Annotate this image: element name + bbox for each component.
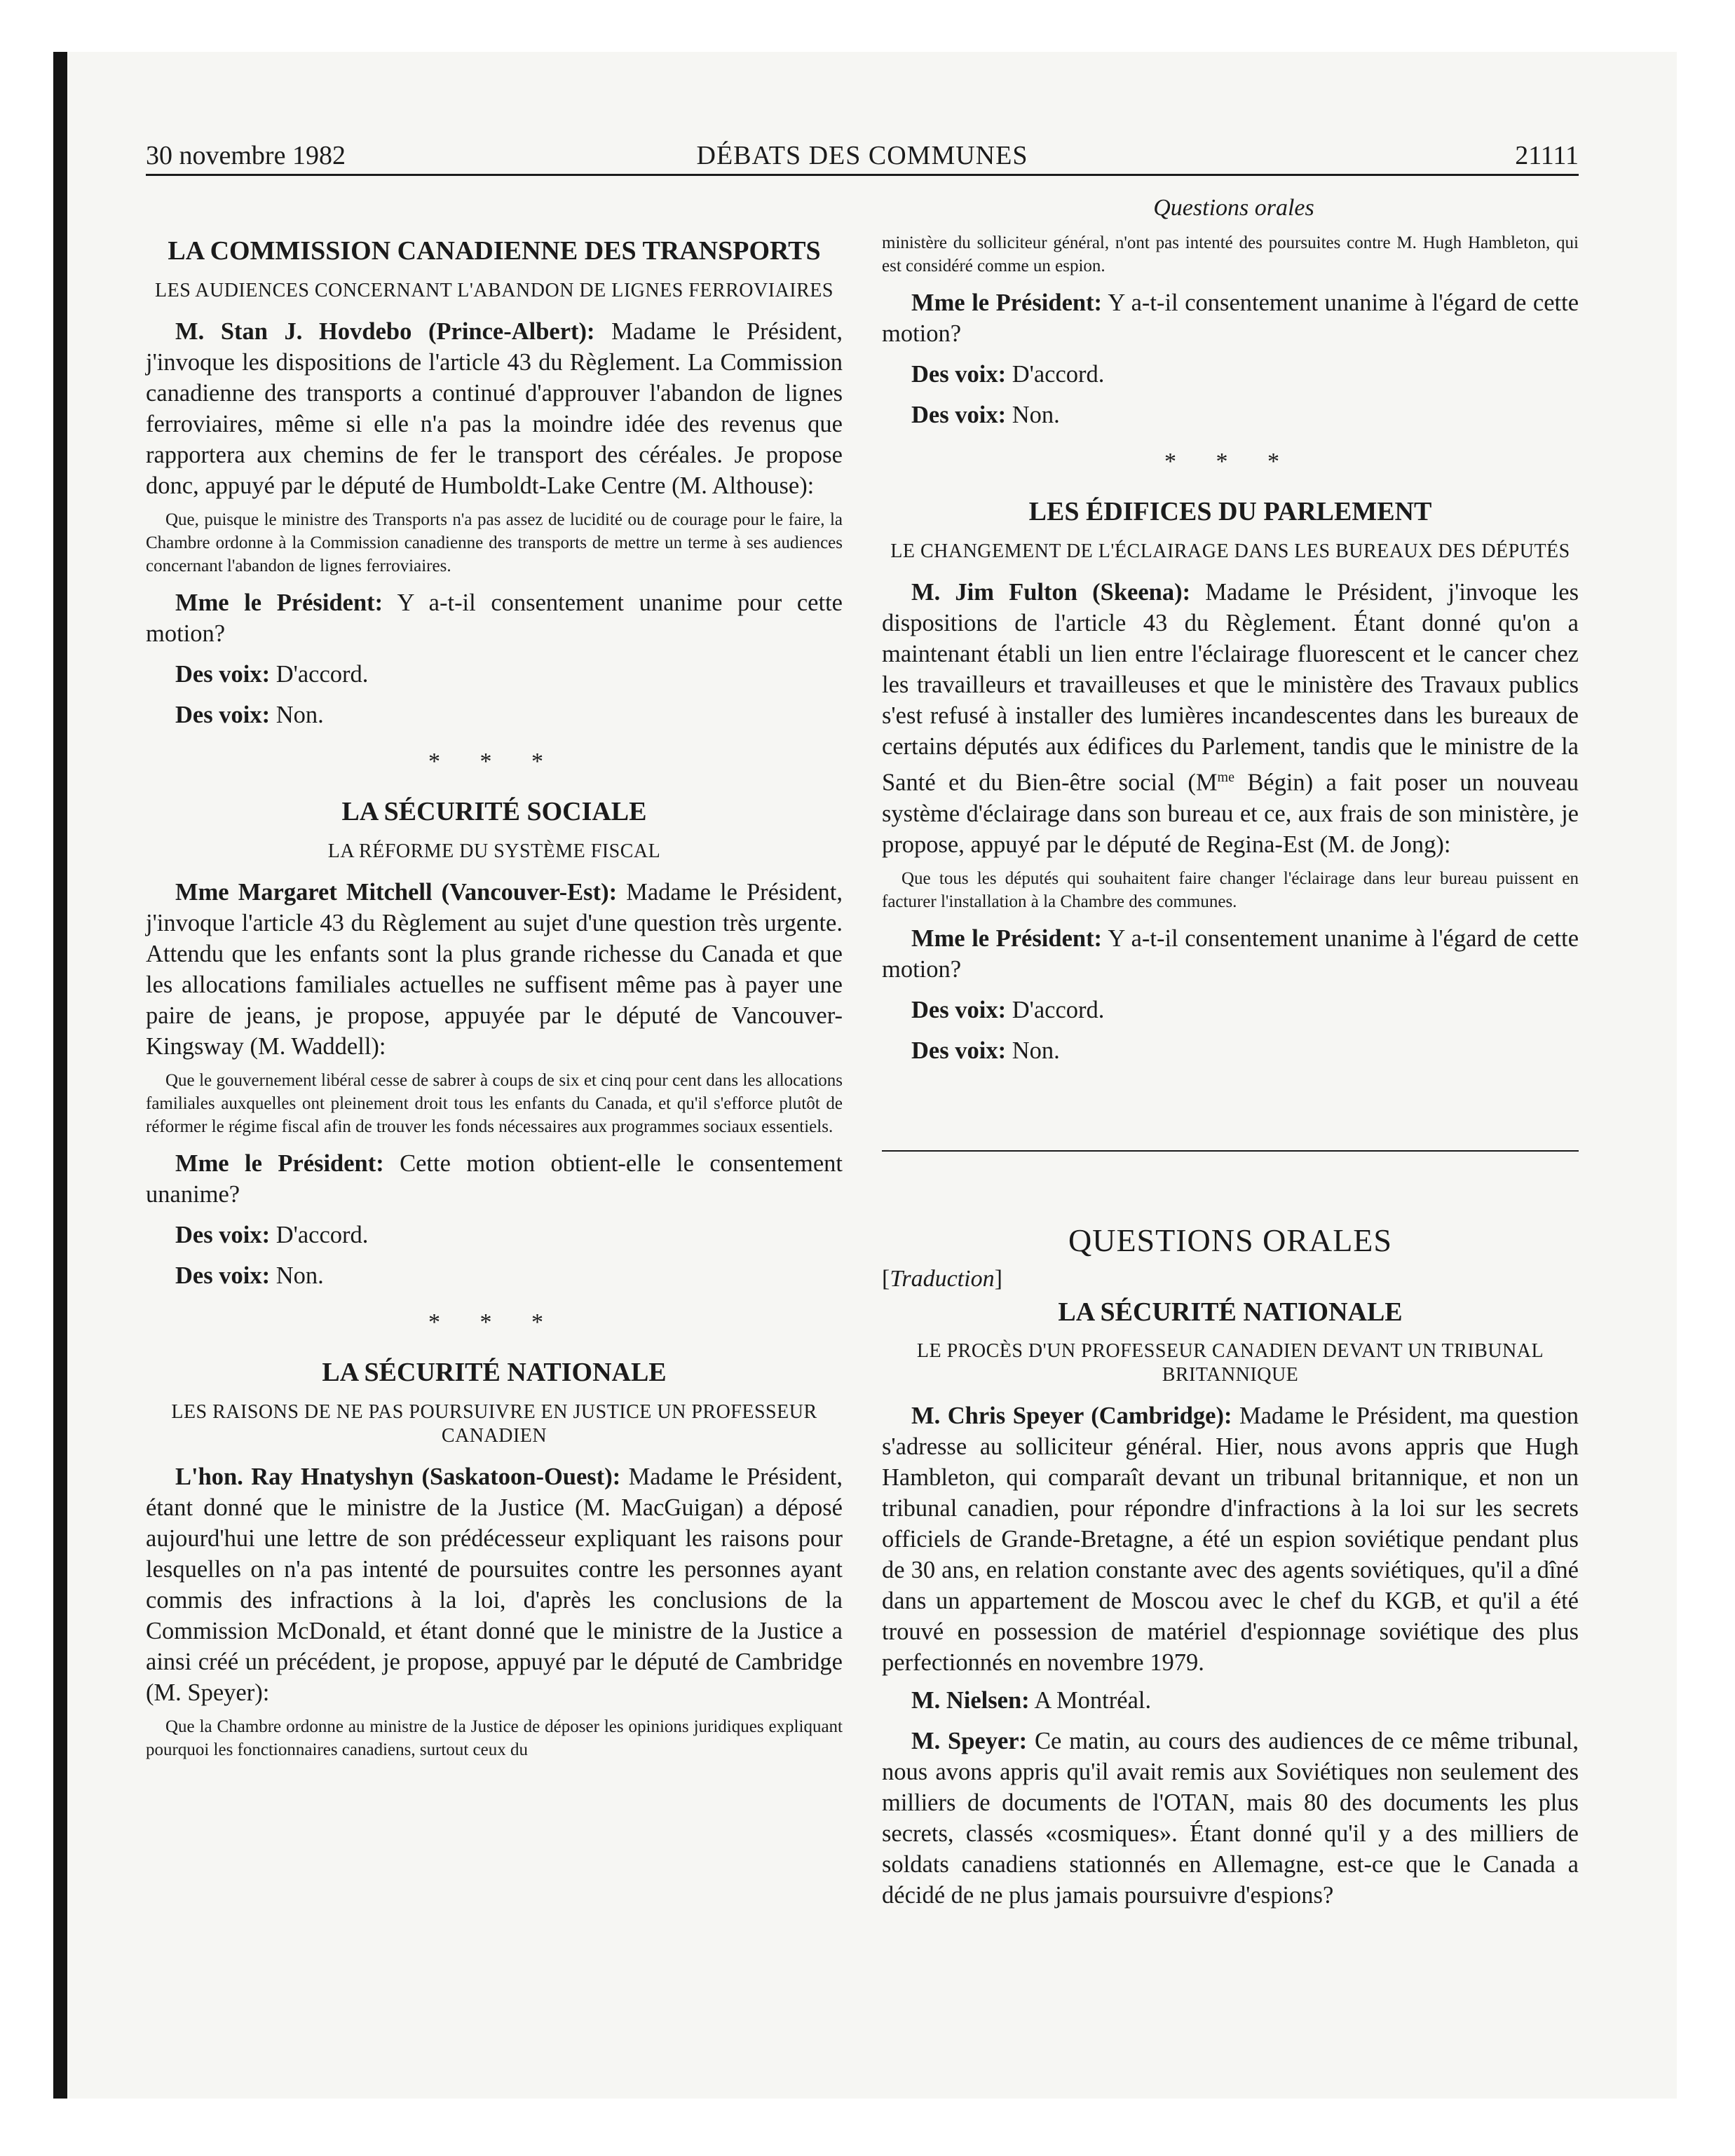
speech-text: Non. [1012, 1037, 1060, 1064]
speech [146, 877, 843, 1062]
speaker-name: Des voix: [911, 402, 1007, 428]
chair-question [882, 287, 1579, 349]
section-title: LA SÉCURITÉ NATIONALE [322, 1358, 667, 1388]
speech-text: Y a-t-il consentement unanime à l'égard de cette motion? [882, 925, 1579, 983]
running-title: Questions orales [1153, 195, 1314, 221]
voices-reply [146, 659, 843, 690]
voices-reply [146, 1220, 843, 1250]
chair-question [146, 587, 843, 649]
speech-text: D'accord. [1012, 361, 1105, 388]
header-rule [146, 174, 1579, 176]
voices-reply [146, 700, 843, 730]
speech-text: Y a-t-il consentement unanime à l'égard de cette motion? [882, 289, 1579, 347]
speech-text: Non. [1012, 402, 1060, 428]
speech [882, 1726, 1579, 1911]
scan-binding-shadow [53, 52, 67, 2099]
voices-reply [882, 1035, 1579, 1066]
translation-label: Traduction [890, 1265, 995, 1292]
speaker-name: M. Nielsen: [911, 1687, 1030, 1714]
voices-reply [882, 359, 1579, 390]
speech-text: Bégin) a fait poser un nouveau système d'éclairage dans son bureau et ce, aux frais de son ministère, je propose, appuyé par le député de Regina-Est (M. de Jong): [882, 769, 1579, 858]
speaker-name: Des voix: [175, 702, 271, 729]
speaker-name: Mme le Président: [911, 289, 1103, 316]
speaker-name: M. Jim Fulton (Skeena): [911, 579, 1191, 606]
translation-note: [Traduction] [882, 1265, 1002, 1292]
header-page-number: 21111 [1515, 141, 1579, 170]
chair-question [146, 1148, 843, 1210]
speaker-name: M. Speyer: [911, 1728, 1028, 1755]
section-proces [882, 1297, 1579, 1911]
speech-text: Non. [275, 1262, 324, 1290]
speaker-name: Des voix: [175, 661, 271, 688]
interjection [882, 1685, 1579, 1716]
chair-question [882, 923, 1579, 985]
section-title: LA SÉCURITÉ SOCIALE [341, 797, 647, 827]
motion-text: Que la Chambre ordonne au ministre de la Justice de déposer les opinions juridiques expliquant pourquoi les fonctionnaires canadiens, surtout ceux du [146, 1717, 843, 1760]
speech [882, 1400, 1579, 1678]
section-subtitle: LE CHANGEMENT DE L'ÉCLAIRAGE DANS LES BUREAUX DES DÉPUTÉS [890, 540, 1570, 562]
speech-text: Madame le Président, j'invoque l'article 43 du Règlement au sujet d'une question très urgente. Attendu que les enfants sont la plus grande richesse du Canada et que les allocations familiales actuelles ne suffisent même pas à payer une paire de jeans, je propose, appuyée par le député de Vancouver-Kingsway (M. Waddell): [146, 879, 843, 1060]
speech-text: Madame le Président, ma question s'adresse au solliciteur général. Hier, nous avons appris que Hugh Hambleton, qui comparaît devant un tribunal britannique, et non un tribunal canadien, pour répondre d'infractions à la loi sur les secrets officiels de Grande-Bretagne, a été un espion soviétique pendant plus de 30 ans, en relation constante avec des agents soviétiques, qu'il a dîné dans un appartement de Moscou avec le chef du KGB, et qu'il a été trouvé en possession de matériel d'espionnage soviétique des plus perfectionnés en novembre 1979. [882, 1403, 1579, 1677]
speaker-name: Des voix: [175, 1222, 271, 1249]
speaker-name: Des voix: [175, 1262, 271, 1290]
speech-text: Non. [275, 702, 324, 729]
speech-text: Ce matin, au cours des audiences de ce même tribunal, nous avons appris qu'il avait remis aux Soviétiques non seulement des milliers de documents de l'OTAN, mais 80 des documents les plus secrets, classés «cosmiques». Étant donné qu'il y a des milliers de soldats canadiens stationnés en Allemagne, est-ce que le Canada a décidé de ne plus jamais poursuivre d'espions? [882, 1728, 1579, 1909]
section-separator: * * * [1164, 449, 1296, 475]
header-date: 30 novembre 1982 [146, 141, 346, 170]
section-edifices [882, 496, 1579, 1066]
voices-reply [882, 400, 1579, 430]
speech-text: D'accord. [1012, 996, 1105, 1023]
motion-text: Que, puisque le ministre des Transports n'a pas assez de lucidité ou de courage pour le faire, la Chambre ordonne à la Commission canadienne des transports de mettre un terme à ses audiences concernant l'abandon de lignes ferroviaires. [146, 510, 843, 576]
speaker-name: Des voix: [911, 996, 1007, 1023]
motion-text: Que le gouvernement libéral cesse de sabrer à coups de six et cinq pour cent dans les allocations familiales auxquelles ont pleinement droit tous les enfants du Canada, et qu'il s'efforce plutôt de réformer le régime fiscal afin de trouver les fonds nécessaires aux programmes sociaux essentiels. [146, 1071, 843, 1137]
speech-text: D'accord. [275, 1222, 369, 1249]
speech-text: Madame le Président, j'invoque les dispositions de l'article 43 du Règlement. Étant donné qu'on a maintenant établi un lien entre l'éclairage fluorescent et le cancer chez les travailleurs et travailleuses et que le ministère des Travaux publics s'est refusé à installer des lumières incandescentes dans les bureaux de certains députés aux édifices du Parlement, tandis que le ministre de la Santé et du Bien-être social (M [882, 579, 1579, 796]
speech-text: Cette motion obtient-elle le consentement unanime? [146, 1150, 843, 1208]
section-separator: * * * [428, 749, 560, 775]
section-title: LES ÉDIFICES DU PARLEMENT [1028, 497, 1432, 526]
left-column [146, 231, 843, 1771]
voices-reply [882, 995, 1579, 1025]
section-subtitle: LES RAISONS DE NE PAS POURSUIVRE EN JUSTICE UN PROFESSEUR CANADIEN [171, 1400, 817, 1447]
speaker-name: Des voix: [911, 1037, 1007, 1064]
voices-reply [146, 1260, 843, 1291]
page-header [146, 140, 1579, 177]
header-title: DÉBATS DES COMMUNES [696, 141, 1028, 170]
speech-text: Madame le Président, j'invoque les dispositions de l'article 43 du Règlement. La Commission canadienne des transports a continué d'approuver l'abandon de lignes ferroviaires, même si elle n'a pas la moindre idée des revenus que rapportera aux chemins de fer le transport des céréales. Je propose donc, appuyé par le député de Humboldt-Lake Centre (M. Althouse): [146, 318, 843, 500]
section-title: LA SÉCURITÉ NATIONALE [1058, 1297, 1403, 1327]
speaker-name: M. Chris Speyer (Cambridge): [911, 1403, 1232, 1430]
motion-text-continued: ministère du solliciteur général, n'ont pas intenté des poursuites contre M. Hugh Hambleton, qui est considéré comme un espion. [882, 233, 1579, 275]
motion-text: Que tous les députés qui souhaitent faire changer l'éclairage dans leur bureau puissent en facturer l'installation à la Chambre des communes. [882, 868, 1579, 911]
speaker-name: M. Stan J. Hovdebo (Prince-Albert): [175, 318, 595, 346]
speaker-name: Mme le Président: [175, 589, 383, 617]
section-transports [146, 236, 843, 730]
scan-margin [0, 0, 53, 2156]
section-subtitle: LE PROCÈS D'UN PROFESSEUR CANADIEN DEVANT UN TRIBUNAL BRITANNIQUE [916, 1340, 1544, 1386]
section-rule [882, 1150, 1579, 1152]
speech-text: A Montréal. [1034, 1687, 1152, 1714]
speech-text: Y a-t-il consentement unanime pour cette motion? [146, 589, 843, 648]
section-subtitle: LA RÉFORME DU SYSTÈME FISCAL [327, 840, 661, 862]
section-securite-nationale [146, 1357, 843, 1761]
oral-questions-title: QUESTIONS ORALES [1068, 1222, 1392, 1258]
superscript: me [1217, 770, 1234, 786]
section-separator: * * * [428, 1309, 560, 1336]
speech [146, 1461, 843, 1708]
section-subtitle: LES AUDIENCES CONCERNANT L'ABANDON DE LIGNES FERROVIAIRES [155, 279, 834, 301]
speaker-name: L'hon. Ray Hnatyshyn (Saskatoon-Ouest): [175, 1464, 621, 1491]
speech-text: D'accord. [275, 661, 369, 688]
speaker-name: Mme le Président: [175, 1150, 384, 1178]
speaker-name: Des voix: [911, 361, 1007, 388]
speech [146, 316, 843, 501]
section-securite-sociale [146, 796, 843, 1291]
speaker-name: Mme Margaret Mitchell (Vancouver-Est): [175, 879, 618, 906]
speaker-name: Mme le Président: [911, 925, 1103, 952]
right-column [882, 231, 1579, 1918]
speech [882, 577, 1579, 860]
speech-text: Madame le Président, étant donné que le ministre de la Justice (M. MacGuigan) a déposé aujourd'hui une lettre de son prédécesseur expliquant les raisons pour lesquelles on n'a pas intenté de poursuites contre les personnes ayant commis des infractions à la loi, d'après les conclusions de la Commission McDonald, et étant donné que le ministre de la Justice a ainsi créé un précédent, je propose, appuyé par le député de Cambridge (M. Speyer): [146, 1464, 843, 1707]
section-title: LA COMMISSION CANADIENNE DES TRANSPORTS [168, 236, 821, 266]
